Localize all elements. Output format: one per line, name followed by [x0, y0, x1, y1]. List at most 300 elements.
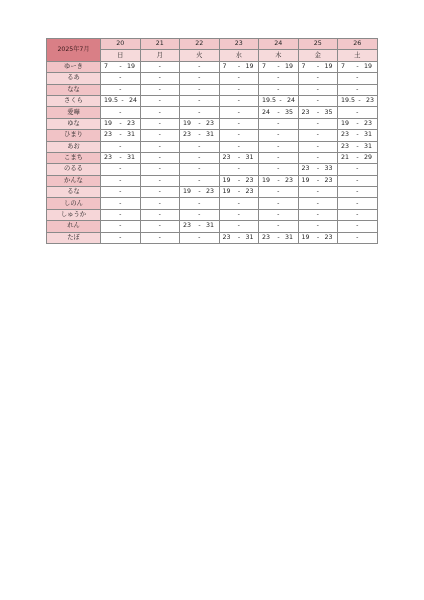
shift-start: 21: [341, 154, 350, 162]
weekday-header: [219, 50, 259, 61]
shift-end: 31: [245, 154, 254, 162]
staff-name-cell: [47, 95, 101, 106]
shift-cell: [140, 130, 180, 141]
empty-shift-dash: -: [277, 211, 280, 219]
shift-cell: [298, 198, 338, 209]
empty-shift-dash: -: [356, 222, 359, 230]
staff-name: あお: [67, 142, 80, 150]
staff-name-cell: [47, 84, 101, 95]
shift-cell: [259, 118, 299, 129]
empty-shift-dash: -: [158, 176, 161, 184]
shift-cell: [338, 141, 378, 152]
weekday: 金: [314, 51, 321, 59]
shift-cell: [180, 164, 220, 175]
shift-cell: [298, 73, 338, 84]
empty-shift-dash: -: [237, 142, 240, 150]
empty-shift-dash: -: [237, 165, 240, 173]
staff-name: 愛嘩: [67, 108, 80, 116]
shift-cell: [180, 73, 220, 84]
staff-name-cell: [47, 73, 101, 84]
shift-separator: -: [277, 62, 280, 70]
shift-end: 23: [126, 119, 135, 127]
shift-cell: [140, 198, 180, 209]
shift-end: 23: [205, 188, 214, 196]
shift-start: 23: [104, 154, 113, 162]
shift-cell: [298, 118, 338, 129]
shift-cell: [338, 232, 378, 243]
shift-cell: [298, 221, 338, 232]
shift-start: 19.5: [104, 97, 119, 105]
shift-start: 23: [301, 165, 310, 173]
staff-name: ゆーき: [64, 62, 83, 70]
shift-end: 31: [245, 233, 254, 241]
shift-start: 7: [104, 62, 109, 70]
weekday-header: [338, 50, 378, 61]
weekday-header: [298, 50, 338, 61]
shift-start: 23: [222, 233, 231, 241]
shift-separator: -: [279, 97, 282, 105]
shift-separator: -: [356, 131, 359, 139]
day-date-header: [338, 39, 378, 50]
empty-shift-dash: -: [198, 165, 201, 173]
shift-start: 23: [183, 131, 192, 139]
shift-cell: [338, 221, 378, 232]
weekday: 日: [117, 51, 124, 59]
empty-shift-dash: -: [277, 85, 280, 93]
shift-cell: [338, 164, 378, 175]
shift-start: 19: [222, 188, 231, 196]
empty-shift-dash: -: [356, 211, 359, 219]
empty-shift-dash: -: [119, 108, 122, 116]
shift-separator: -: [277, 176, 280, 184]
shift-start: 19: [222, 176, 231, 184]
shift-cell: [140, 61, 180, 72]
staff-name-cell: [47, 107, 101, 118]
empty-shift-dash: -: [158, 108, 161, 116]
day-date: 25: [313, 40, 322, 48]
empty-shift-dash: -: [119, 211, 122, 219]
empty-shift-dash: -: [119, 165, 122, 173]
shift-cell: [180, 152, 220, 163]
shift-separator: -: [356, 142, 359, 150]
shift-start: 19: [341, 119, 350, 127]
staff-name-cell: [47, 130, 101, 141]
day-date-header: [298, 39, 338, 50]
shift-end: 31: [363, 131, 372, 139]
shift-cell: [338, 73, 378, 84]
day-date: 22: [195, 40, 204, 48]
shift-cell: [338, 187, 378, 198]
shift-end: 31: [205, 131, 214, 139]
shift-end: 31: [126, 131, 135, 139]
empty-shift-dash: -: [277, 142, 280, 150]
shift-cell: [219, 61, 259, 72]
shift-cell: [298, 141, 338, 152]
shift-cell: [259, 198, 299, 209]
shift-cell: [101, 187, 141, 198]
shift-cell: [180, 187, 220, 198]
empty-shift-dash: -: [119, 85, 122, 93]
table-row: [47, 221, 378, 232]
empty-shift-dash: -: [277, 154, 280, 162]
shift-separator: -: [316, 233, 320, 241]
shift-end: 33: [324, 165, 333, 173]
day-date: 26: [353, 40, 362, 48]
empty-shift-dash: -: [198, 142, 201, 150]
empty-shift-dash: -: [316, 211, 319, 219]
shift-cell: [298, 84, 338, 95]
table-row: [47, 84, 378, 95]
shift-start: 7: [222, 62, 227, 70]
shift-cell: [219, 221, 259, 232]
shift-cell: [338, 107, 378, 118]
table-row: [47, 61, 378, 72]
empty-shift-dash: -: [356, 165, 359, 173]
staff-name: なな: [67, 85, 80, 93]
shift-cell: [180, 130, 220, 141]
shift-cell: [219, 141, 259, 152]
shift-start: 7: [262, 62, 267, 70]
shift-start: 7: [341, 62, 346, 70]
shift-end: 31: [126, 154, 135, 162]
shift-cell: [140, 221, 180, 232]
day-date-header: [259, 39, 299, 50]
shift-end: 23: [245, 188, 254, 196]
shift-cell: [219, 187, 259, 198]
staff-name: しゅうか: [60, 211, 87, 219]
shift-cell: [338, 152, 378, 163]
shift-end: 31: [363, 142, 372, 150]
shift-cell: [298, 209, 338, 220]
shift-end: 24: [129, 97, 138, 105]
empty-shift-dash: -: [158, 62, 161, 70]
empty-shift-dash: -: [277, 165, 280, 173]
shift-end: 31: [284, 233, 293, 241]
shift-cell: [140, 84, 180, 95]
shift-cell: [140, 107, 180, 118]
empty-shift-dash: -: [316, 74, 319, 82]
shift-cell: [219, 164, 259, 175]
empty-shift-dash: -: [237, 108, 240, 116]
staff-name: るあ: [67, 74, 80, 82]
shift-end: 23: [205, 119, 214, 127]
shift-cell: [101, 130, 141, 141]
shift-end: 23: [363, 119, 372, 127]
weekday-header: [101, 50, 141, 61]
shift-cell: [219, 73, 259, 84]
shift-cell: [298, 152, 338, 163]
shift-cell: [180, 232, 220, 243]
shift-cell: [219, 152, 259, 163]
empty-shift-dash: -: [158, 233, 161, 241]
empty-shift-dash: -: [237, 199, 240, 207]
shift-separator: -: [356, 62, 359, 70]
day-date: 23: [234, 40, 243, 48]
shift-cell: [219, 198, 259, 209]
shift-end: 19: [324, 62, 333, 70]
shift-cell: [101, 107, 141, 118]
table-row: [47, 141, 378, 152]
shift-separator: -: [119, 131, 122, 139]
shift-separator: -: [121, 97, 124, 105]
staff-name-cell: [47, 118, 101, 129]
shift-cell: [259, 95, 299, 106]
table-row: [47, 232, 378, 243]
staff-name: たぼ: [67, 233, 80, 241]
empty-shift-dash: -: [158, 131, 161, 139]
shift-cell: [101, 73, 141, 84]
shift-cell: [101, 152, 141, 163]
shift-start: 23: [301, 108, 310, 116]
empty-shift-dash: -: [316, 199, 319, 207]
shift-cell: [338, 198, 378, 209]
shift-end: 31: [205, 222, 214, 230]
shift-schedule-table: [46, 38, 378, 244]
table-row: [47, 164, 378, 175]
empty-shift-dash: -: [119, 233, 122, 241]
shift-cell: [101, 141, 141, 152]
shift-start: 24: [262, 108, 271, 116]
empty-shift-dash: -: [277, 119, 280, 127]
shift-cell: [338, 130, 378, 141]
shift-cell: [180, 141, 220, 152]
shift-cell: [219, 95, 259, 106]
table-row: [47, 73, 378, 84]
staff-name: れん: [67, 222, 80, 230]
shift-start: 19: [183, 119, 192, 127]
shift-cell: [338, 95, 378, 106]
weekday: 水: [235, 51, 242, 59]
staff-name: かんな: [64, 176, 83, 184]
empty-shift-dash: -: [119, 199, 122, 207]
shift-cell: [101, 175, 141, 186]
staff-name-cell: [47, 152, 101, 163]
shift-cell: [180, 175, 220, 186]
empty-shift-dash: -: [119, 176, 122, 184]
shift-start: 19: [262, 176, 271, 184]
shift-cell: [338, 209, 378, 220]
shift-separator: -: [358, 97, 361, 105]
empty-shift-dash: -: [198, 211, 201, 219]
empty-shift-dash: -: [316, 154, 319, 162]
shift-separator: -: [316, 108, 320, 116]
empty-shift-dash: -: [158, 85, 161, 93]
shift-cell: [101, 164, 141, 175]
shift-cell: [259, 130, 299, 141]
empty-shift-dash: -: [356, 233, 359, 241]
shift-end: 19: [126, 62, 135, 70]
empty-shift-dash: -: [316, 119, 319, 127]
shift-separator: -: [198, 131, 201, 139]
shift-cell: [259, 187, 299, 198]
shift-end: 23: [284, 176, 293, 184]
shift-cell: [101, 221, 141, 232]
empty-shift-dash: -: [158, 165, 161, 173]
weekday: 土: [354, 51, 361, 59]
shift-cell: [259, 73, 299, 84]
empty-shift-dash: -: [119, 222, 122, 230]
empty-shift-dash: -: [198, 199, 201, 207]
shift-cell: [101, 198, 141, 209]
weekday: 月: [156, 51, 163, 59]
shift-cell: [219, 175, 259, 186]
shift-cell: [298, 232, 338, 243]
staff-name-cell: [47, 221, 101, 232]
shift-start: 19: [301, 176, 310, 184]
empty-shift-dash: -: [316, 188, 319, 196]
shift-cell: [140, 73, 180, 84]
day-date-header: [180, 39, 220, 50]
shift-cell: [298, 107, 338, 118]
table-row: [47, 152, 378, 163]
month-label: [47, 39, 101, 62]
shift-start: 23: [341, 142, 350, 150]
table-row: [47, 130, 378, 141]
shift-cell: [180, 95, 220, 106]
table-row: [47, 107, 378, 118]
shift-end: 23: [366, 97, 375, 105]
shift-cell: [298, 187, 338, 198]
shift-cell: [259, 84, 299, 95]
empty-shift-dash: -: [277, 199, 280, 207]
shift-start: 19.5: [262, 97, 277, 105]
table-row: [47, 209, 378, 220]
shift-end: 23: [324, 233, 333, 241]
shift-cell: [219, 209, 259, 220]
shift-cell: [259, 232, 299, 243]
shift-end: 23: [245, 176, 254, 184]
empty-shift-dash: -: [158, 154, 161, 162]
shift-cell: [259, 61, 299, 72]
shift-cell: [140, 164, 180, 175]
weekday-header: [140, 50, 180, 61]
empty-shift-dash: -: [198, 85, 201, 93]
table-row: [47, 175, 378, 186]
shift-cell: [259, 209, 299, 220]
empty-shift-dash: -: [316, 97, 319, 105]
shift-separator: -: [119, 119, 122, 127]
table-row: [47, 95, 378, 106]
weekday-header: [180, 50, 220, 61]
staff-name: るな: [67, 188, 80, 196]
shift-cell: [298, 130, 338, 141]
empty-shift-dash: -: [158, 199, 161, 207]
shift-end: 23: [324, 176, 333, 184]
empty-shift-dash: -: [316, 142, 319, 150]
empty-shift-dash: -: [237, 85, 240, 93]
empty-shift-dash: -: [277, 188, 280, 196]
shift-cell: [259, 152, 299, 163]
shift-cell: [180, 107, 220, 118]
staff-name: しのん: [64, 199, 83, 207]
empty-shift-dash: -: [198, 97, 201, 105]
shift-cell: [298, 95, 338, 106]
empty-shift-dash: -: [119, 74, 122, 82]
table-row: [47, 187, 378, 198]
staff-name-cell: [47, 61, 101, 72]
shift-cell: [219, 118, 259, 129]
shift-end: 24: [287, 97, 296, 105]
empty-shift-dash: -: [237, 222, 240, 230]
shift-end: 29: [363, 154, 372, 162]
shift-cell: [259, 221, 299, 232]
shift-separator: -: [237, 154, 241, 162]
shift-cell: [180, 198, 220, 209]
shift-separator: -: [316, 176, 320, 184]
shift-cell: [140, 209, 180, 220]
shift-cell: [140, 152, 180, 163]
weekday: 火: [196, 51, 203, 59]
shift-separator: -: [119, 62, 122, 70]
shift-cell: [259, 175, 299, 186]
shift-cell: [219, 130, 259, 141]
shift-separator: -: [356, 154, 359, 162]
shift-separator: -: [237, 176, 241, 184]
shift-cell: [140, 118, 180, 129]
staff-name-cell: [47, 198, 101, 209]
empty-shift-dash: -: [316, 85, 319, 93]
empty-shift-dash: -: [316, 222, 319, 230]
empty-shift-dash: -: [237, 211, 240, 219]
shift-end: 19: [284, 62, 293, 70]
shift-cell: [180, 118, 220, 129]
shift-cell: [140, 141, 180, 152]
shift-cell: [259, 164, 299, 175]
staff-name: のるる: [64, 165, 83, 173]
shift-separator: -: [198, 188, 201, 196]
shift-cell: [180, 61, 220, 72]
empty-shift-dash: -: [198, 108, 201, 116]
staff-name: ゆな: [67, 119, 80, 127]
empty-shift-dash: -: [158, 222, 161, 230]
empty-shift-dash: -: [356, 108, 359, 116]
shift-cell: [219, 84, 259, 95]
shift-cell: [298, 61, 338, 72]
shift-end: 35: [284, 108, 293, 116]
day-date: 24: [274, 40, 283, 48]
empty-shift-dash: -: [198, 62, 201, 70]
empty-shift-dash: -: [158, 188, 161, 196]
staff-name-cell: [47, 187, 101, 198]
shift-cell: [338, 61, 378, 72]
shift-cell: [140, 187, 180, 198]
shift-separator: -: [316, 165, 320, 173]
shift-end: 19: [245, 62, 254, 70]
shift-cell: [219, 107, 259, 118]
empty-shift-dash: -: [237, 119, 240, 127]
empty-shift-dash: -: [277, 222, 280, 230]
shift-cell: [259, 107, 299, 118]
shift-separator: -: [356, 119, 359, 127]
empty-shift-dash: -: [158, 74, 161, 82]
empty-shift-dash: -: [158, 142, 161, 150]
shift-cell: [101, 209, 141, 220]
empty-shift-dash: -: [198, 176, 201, 184]
shift-start: 23: [183, 222, 192, 230]
shift-start: 19: [183, 188, 192, 196]
empty-shift-dash: -: [158, 211, 161, 219]
staff-name-cell: [47, 164, 101, 175]
shift-cell: [180, 209, 220, 220]
shift-cell: [140, 175, 180, 186]
empty-shift-dash: -: [356, 188, 359, 196]
shift-start: 23: [262, 233, 271, 241]
staff-name-cell: [47, 232, 101, 243]
shift-cell: [338, 118, 378, 129]
shift-cell: [180, 221, 220, 232]
day-date-header: [140, 39, 180, 50]
shift-separator: -: [277, 233, 280, 241]
